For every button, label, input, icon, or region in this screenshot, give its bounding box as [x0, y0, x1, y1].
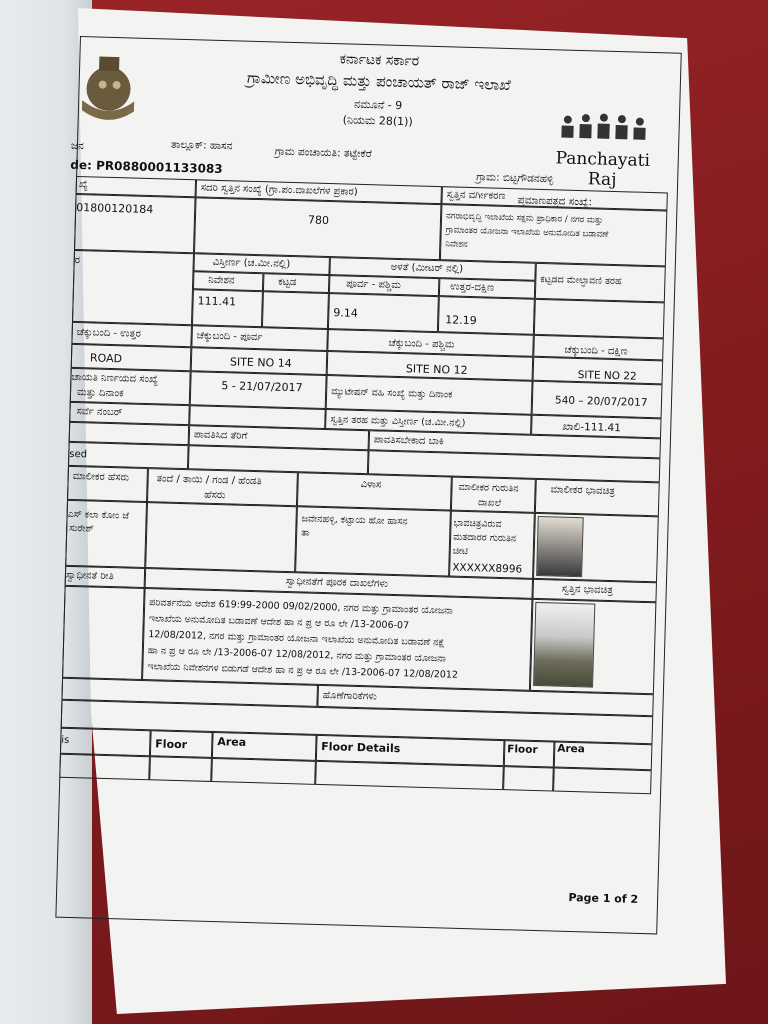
building-head: ಕಟ್ಟಡ: [278, 276, 297, 289]
prop-photo-cell: [530, 599, 657, 694]
property-photo: [533, 602, 595, 688]
east-value: SITE NO 14: [229, 355, 292, 371]
plot-area-cell: [192, 289, 263, 327]
parent-head-2: ಹೆಸರು: [204, 489, 226, 502]
north-value-cell: [71, 344, 192, 371]
build-type-value-cell: [534, 299, 665, 339]
people-icon: [555, 111, 652, 146]
floor-head-cell: [150, 730, 213, 758]
dim-head: ಅಳತೆ (ಮೀಟರ್ ನಲ್ಲಿ): [390, 261, 464, 275]
owner-name-head-cell: [67, 466, 148, 502]
idproof-head-1: ಮಾಲೀಕರ ಗುರುತಿನ: [458, 481, 519, 495]
col1-head: ಖ್ಯೆ: [78, 179, 89, 191]
paid-tax-head: ಪಾವತಿಸಿದ ತೆರಿಗೆ: [193, 429, 248, 442]
is-cell: [60, 728, 151, 757]
acq-method-head: ಸ್ವಾಧೀನತೆ ರೀತಿ: [65, 569, 114, 583]
area-head-cell: [212, 732, 317, 761]
idproof-number: XXXXXX8996: [452, 561, 523, 576]
acq-doc-line-1: ಪರಿವರ್ತನೆಯ ಆದೇಶ 619:99-2000 09/02/2000, ನಗರ ಮತ್ತು ಗ್ರಾಮಾಂತರ ಯೋಜನಾ: [149, 597, 453, 617]
acq-method-value-cell: [62, 586, 145, 680]
idproof-line-1: ಭಾವಚಿತ್ರವಿರುವ: [453, 517, 502, 530]
owner-name-2: ಸುರೇಶ್: [69, 522, 94, 535]
id-value-cell: [74, 194, 196, 253]
owner-photo-head-cell: [535, 479, 660, 516]
prop-no-cell: [194, 197, 441, 260]
ns-head: ಉತ್ತರ-ದಕ್ಷಿಣ: [449, 281, 495, 294]
mutation-value: 540 – 20/07/2017: [554, 394, 648, 409]
plot-area-value: 111.41: [197, 294, 237, 309]
owner-photo-cell: [533, 513, 659, 582]
decision-head-2: ಮತ್ತು ದಿನಾಂಕ: [76, 387, 124, 400]
decision-value: 5 - 21/07/2017: [221, 379, 303, 395]
sed-text: sed: [69, 448, 88, 461]
address-cell: [295, 506, 451, 576]
floor-details-head: Floor Details: [321, 740, 401, 756]
address-head-cell: [297, 472, 452, 510]
row2-label-cell: [72, 250, 194, 325]
floor-row-cell-2: [149, 756, 212, 782]
acq-doc-line-3: 12/08/2012, ನಗರ ಮತ್ತು ಗ್ರಾಮಾಂತರ ಯೋಜನಾ ಇಲಾಖೆಯ ಅನುಮೋದಿತ ಬಡಾವಣೆ ನಕ್ಷೆ: [148, 629, 445, 649]
idproof-cell: [449, 511, 535, 579]
south-head: ಚೆಕ್ಕುಬಂದಿ - ದಕ್ಷಿಣ: [564, 344, 628, 358]
decision-value-cell: [190, 371, 327, 409]
panchayati-raj-logo: [542, 111, 664, 191]
decision-head-1: ಚಾಯತಿ ನಿರ್ಣಯದ ಸಂಖ್ಯೆ: [71, 371, 159, 386]
class-value-cell: [440, 204, 667, 266]
acq-doc-line-5: ಇಲಾಖೆಯ ನಿವೇಶನಗಳ ಬಿಡುಗಡೆ ಆದೇಶ ಹಾ ನ ಪ್ರ ಆ ರೂ ಲೇ /13-2006-07 12/08/2012: [147, 661, 459, 681]
panchayat-label: ಗ್ರಾಮ ಪಂಚಾಯತಿ: ತಟ್ಟೇಕೆರೆ: [274, 145, 372, 161]
mutation-head: ಮ್ಯುಟೇಷನ್ ವಹಿ ಸಂಖ್ಯೆ ಮತ್ತು ದಿನಾಂಕ: [331, 386, 453, 401]
south-value: SITE NO 22: [577, 369, 637, 383]
property-code: de: PR0880001133083: [70, 157, 223, 177]
property-form-page: [55, 36, 679, 932]
owner-name-1: ಎಸ್ ಕಲಾ ಕೋಂ ಜೆ: [67, 508, 130, 522]
village-label: ಗ್ರಾಮ: ಬಿಟ್ಟಗೌಡನಹಳ್ಳಿ: [476, 171, 554, 186]
prop-photo-head: ಸ್ವತ್ತಿನ ಭಾವಚಿತ್ರ: [561, 583, 614, 597]
due-tax-head: ಪಾವತಿಸಬೇಕಾದ ಬಾಕಿ: [373, 434, 444, 448]
parent-head-1: ತಂದೆ / ತಾಯಿ / ಗಂಡ / ಹೆಂಡತಿ: [156, 473, 262, 488]
class-head: ಸ್ವತ್ತಿನ ವರ್ಗೀಕರಣ: [446, 189, 506, 202]
survey-head: ಸರ್ವೆ ನಂಬರ್: [76, 406, 123, 419]
acq-doc-line-4: ಹಾ ನ ಪ್ರ ಆ ರೂ ಲೇ /13-2006-07 12/08/2012, ನಗರ ಮತ್ತು ಗ್ರಾಮಾಂತರ ಯೋಜನಾ: [147, 645, 447, 665]
area-head-2: Area: [217, 735, 247, 749]
building-head-cell: [263, 273, 329, 293]
parent-value-cell: [145, 502, 297, 572]
floor-row-cell-6: [553, 768, 652, 795]
building-area-cell: [262, 291, 329, 329]
is-text: is: [61, 734, 70, 746]
gov-title: ಕರ್ನಾಟಕ ಸರ್ಕಾರ: [339, 51, 420, 70]
address-line-1: ಜವೇನಹಳ್ಳಿ, ಕಟ್ಟಾಯ ಹೋ ಹಾಸನ: [301, 513, 408, 528]
acq-method-head-cell: [65, 566, 146, 588]
logo-text: Panchayati Raj: [555, 148, 651, 191]
idproof-head-cell: [451, 477, 536, 513]
north-value: ROAD: [89, 351, 123, 366]
area2-head: Area: [557, 742, 585, 756]
west-value: SITE NO 12: [405, 362, 468, 377]
south-value-cell: [533, 357, 664, 385]
north-head: ಚೆಕ್ಕುಬಂದಿ - ಉತ್ತರ: [76, 327, 142, 340]
idproof-line-3: ಚೀಟಿ: [452, 545, 469, 558]
address-line-2: ತಾ: [301, 527, 310, 539]
decision-head-cell: [70, 368, 191, 405]
acq-docs-head: ಸ್ವಾಧೀನತೆಗೆ ಪೂರಕ ದಾಖಲೆಗಳು: [285, 575, 389, 590]
owner-photo: [536, 516, 584, 577]
floor2-head: Floor: [507, 743, 538, 757]
taluk-label: ತಾಲ್ಲೂಕ್: ಹಾಸನ: [170, 138, 233, 153]
type-head: ಸ್ವತ್ತಿನ ತರಹ ಮತ್ತು ವಿಸ್ತೀರ್ಣ (ಚ.ಮೀ.ನಲ್ಲಿ): [330, 414, 466, 429]
area2-head-cell: [554, 742, 653, 771]
certificate-number-label: ಪ್ರಮಾಣಪತ್ರದ ಸಂಖ್ಯೆ:: [517, 194, 593, 209]
sed-cell: [68, 442, 189, 469]
mutation-head-cell: [326, 375, 533, 415]
plot-head: ನಿವೇಶನ: [208, 274, 235, 287]
class-line-3: ನಿವೇಶನ: [445, 239, 468, 250]
rule-number: (ನಿಯಮ 28(1)): [342, 113, 413, 129]
area-head: ವಿಸ್ತೀರ್ಣ (ಚ.ಮೀ.ನಲ್ಲಿ): [212, 256, 291, 270]
prop-no: 780: [307, 213, 330, 228]
owner-photo-head: ಮಾಲೀಕರ ಭಾವಚಿತ್ರ: [550, 484, 616, 498]
floor-row-cell-1: [59, 754, 150, 781]
ew-value: 9.14: [333, 306, 359, 320]
class-line-2: ಗ್ರಾಮಾಂತರ ಯೋಜನಾ ಇಲಾಖೆಯ ಅನುಮೋದಿತ ಬಡಾವಣೆ: [445, 225, 609, 240]
mutation-value-cell: [532, 381, 663, 419]
build-type-cell: [535, 263, 666, 303]
floor-row-cell-5: [503, 766, 554, 791]
class-line-1: ನಗರಾಭಿವೃದ್ಧಿ ಇಲಾಖೆಯ ಸಕ್ಷಮ ಪ್ರಾಧಿಕಾರ / ನಗರ ಮತ್ತು: [445, 211, 604, 226]
east-head: ಚೆಕ್ಕುಬಂದಿ - ಪೂರ್ವ: [196, 330, 263, 344]
build-type-head: ಕಟ್ಟಡದ ಮೇಲ್ಛಾವಣಿ ತರಹ: [540, 273, 622, 288]
owner-name-cell: [65, 500, 147, 568]
row2-label: ರ: [74, 254, 81, 267]
west-head: ಚೆಕ್ಕುಬಂದಿ - ಪಶ್ಚಿಮ: [388, 337, 455, 351]
floor-head: Floor: [155, 737, 188, 752]
ew-value-cell: [328, 293, 439, 332]
id-value: 01800120184: [76, 200, 154, 217]
type-value: ಖಾಲಿ-111.41: [562, 420, 622, 435]
ns-value: 12.19: [445, 313, 477, 328]
ew-head: ಪೂರ್ವ - ಪಶ್ಚಿಮ: [346, 278, 402, 292]
page-number: Page 1 of 2: [568, 890, 639, 906]
form-number: ನಮೂನೆ - 9: [353, 97, 403, 113]
dept-title: ಗ್ರಾಮೀಣ ಅಭಿವೃದ್ಧಿ ಮತ್ತು ಪಂಚಾಯತ್ ರಾಜ್ ಇಲಾಖೆ: [246, 68, 511, 95]
prop-no-head: ಸದರಿ ಸ್ವತ್ತಿನ ಸಂಖ್ಯೆ (ಗ್ರಾ.ಪಂ.ದಾಖಲೆಗಳ ಪ್ರಕಾರ): [200, 182, 358, 198]
acq-docs-cell: [142, 588, 532, 691]
liabilities-head: ಹೊಣೆಗಾರಿಕೆಗಳು: [322, 690, 377, 703]
floor-row-cell-3: [211, 758, 316, 785]
floor2-head-cell: [504, 740, 555, 767]
address-head: ವಿಳಾಸ: [360, 479, 382, 491]
ns-value-cell: [438, 296, 535, 335]
idproof-head-2: ದಾಖಲೆ: [477, 497, 502, 509]
parent-head-cell: [147, 468, 298, 506]
idproof-line-2: ಮತದಾರರ ಗುರುತಿನ: [452, 531, 517, 545]
plot-head-cell: [193, 271, 263, 291]
district-label: ಜನ: [70, 139, 84, 153]
owner-name-head: ಮಾಲೀಕರ ಹೆಸರು: [72, 470, 130, 484]
acq-doc-line-2: ಇಲಾಖೆಯ ಅನುಮೋದಿತ ಬಡಾವಣೆ ಆದೇಶ ಹಾ ನ ಪ್ರ ಆ ರೂ ಲೇ /13-2006-07: [148, 613, 410, 632]
